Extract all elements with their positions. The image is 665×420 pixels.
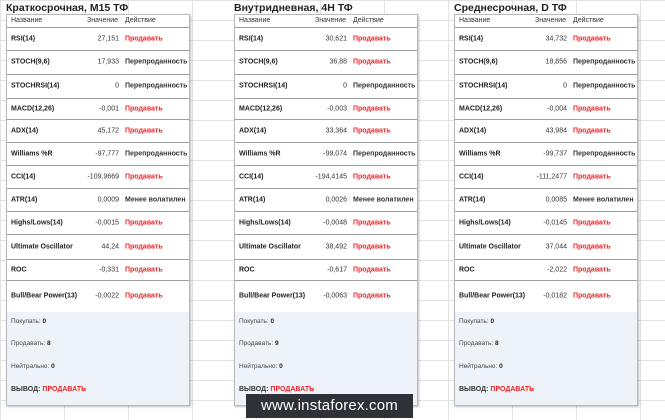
summary-neutral-label: Нейтрально:	[11, 363, 50, 370]
summary-buy	[239, 318, 274, 325]
indicator-value: 43,984	[545, 127, 567, 134]
indicator-action: Перепроданность	[573, 82, 636, 90]
indicator-action: Продавать	[353, 266, 391, 273]
indicator-action: Менее волатилен	[125, 196, 186, 203]
indicator-name: Bull/Bear Power(13)	[239, 292, 306, 300]
indicator-action: Продавать	[125, 243, 163, 250]
table-row	[235, 142, 417, 166]
indicator-value: 38,492	[325, 243, 347, 250]
indicator-value: -111,2477	[536, 173, 567, 180]
header-value: Значение	[535, 17, 567, 24]
summary-sell-count: 9	[275, 340, 279, 347]
summary-neutral-label: Нейтрально:	[459, 363, 498, 370]
indicator-value: -0,0145	[543, 219, 567, 226]
indicator-name: Highs/Lows(14)	[239, 219, 291, 226]
verdict-value: ПРОДАВАТЬ	[42, 386, 87, 393]
indicator-name: RSI(14)	[11, 35, 36, 42]
indicator-action: Продавать	[353, 173, 391, 180]
indicator-action: Перепроданность	[125, 82, 188, 90]
summary-neutral-count: 0	[499, 363, 503, 370]
indicator-name: CCI(14)	[459, 173, 484, 180]
indicator-name: RSI(14)	[239, 35, 264, 42]
summary-sell-label: Продавать:	[11, 340, 46, 347]
indicator-value: 44,24	[101, 243, 119, 250]
indicator-name: STOCH(9,6)	[239, 58, 278, 66]
header-name: Название	[11, 17, 43, 24]
summary-neutral-count: 0	[51, 363, 55, 370]
header-value: Значение	[315, 17, 347, 24]
indicator-value: -0,0015	[95, 219, 119, 226]
table-row	[7, 259, 189, 281]
indicator-action: Продавать	[573, 266, 611, 273]
indicator-name: ROC	[11, 266, 27, 273]
indicator-value: 0	[343, 82, 347, 90]
verdict-value: ПРОДАВАТЬ	[270, 386, 315, 393]
summary-block	[455, 312, 637, 405]
indicator-name: MACD(12,26)	[239, 105, 283, 112]
indicator-name: Highs/Lows(14)	[459, 219, 511, 226]
summary-sell	[239, 340, 279, 347]
indicator-name: Williams %R	[11, 150, 53, 157]
table-row	[235, 119, 417, 143]
summary-block	[235, 312, 417, 405]
indicator-name: CCI(14)	[239, 173, 264, 180]
indicator-name: Williams %R	[459, 150, 501, 157]
header-name: Название	[459, 17, 491, 24]
table-row	[7, 142, 189, 166]
indicator-name: ATR(14)	[239, 196, 266, 203]
indicator-value: -0,003	[327, 105, 347, 112]
verdict-value: ПРОДАВАТЬ	[490, 386, 535, 393]
indicator-name: Bull/Bear Power(13)	[11, 292, 78, 300]
header-action: Действие	[573, 17, 604, 24]
indicator-value: 37,044	[545, 243, 567, 250]
summary-buy	[459, 318, 494, 325]
indicator-name: STOCH(9,6)	[11, 58, 50, 66]
indicator-table	[234, 14, 418, 406]
table-row	[455, 165, 637, 189]
indicator-action: Продавать	[353, 219, 391, 226]
verdict-label: ВЫВОД:	[11, 386, 41, 393]
indicator-action: Перепроданность	[573, 58, 636, 66]
indicator-name: ROC	[239, 266, 255, 273]
indicator-value: -97,777	[95, 150, 119, 157]
indicator-action: Продавать	[353, 243, 391, 250]
indicator-action: Перепроданность	[125, 58, 188, 66]
summary-sell	[459, 340, 499, 347]
indicator-panel	[454, 0, 638, 404]
summary-buy-count: 0	[42, 318, 47, 325]
indicator-name: Williams %R	[239, 150, 281, 157]
table-row	[235, 234, 417, 260]
table-row	[455, 119, 637, 143]
summary-sell-count: 8	[47, 340, 51, 347]
indicator-value: 36,88	[329, 58, 347, 66]
summary-buy-label: Покупать:	[459, 318, 489, 325]
indicator-value: 45,172	[97, 127, 119, 134]
indicator-action: Продавать	[573, 219, 611, 226]
indicator-name: Ultimate Oscillator	[459, 243, 521, 250]
summary-sell-label: Продавать:	[459, 340, 494, 347]
indicator-name: ADX(14)	[459, 127, 487, 134]
indicator-value: -0,331	[99, 266, 119, 273]
table-row	[7, 188, 189, 212]
indicator-name: STOCHRSI(14)	[11, 82, 60, 90]
summary-neutral	[11, 363, 55, 370]
indicator-value: -0,0182	[543, 292, 567, 300]
indicator-name: CCI(14)	[11, 173, 36, 180]
header-name: Название	[239, 17, 271, 24]
indicator-action: Продавать	[353, 35, 391, 42]
table-row	[7, 280, 189, 313]
indicator-action: Продавать	[125, 266, 163, 273]
indicator-action: Менее волатилен	[573, 196, 634, 203]
table-row	[7, 211, 189, 235]
table-row	[455, 211, 637, 235]
indicator-value: 0	[115, 82, 119, 90]
indicator-name: ADX(14)	[239, 127, 267, 134]
table-row	[235, 211, 417, 235]
indicator-action: Продавать	[573, 35, 611, 42]
header-action: Действие	[125, 17, 156, 24]
indicator-action: Продавать	[573, 243, 611, 250]
indicator-action: Продавать	[353, 292, 391, 300]
indicator-table	[6, 14, 190, 406]
indicator-name: ADX(14)	[11, 127, 39, 134]
summary-sell-label: Продавать:	[239, 340, 274, 347]
indicator-value: 34,732	[545, 35, 567, 42]
table-row	[235, 50, 417, 75]
indicator-action: Перепроданность	[353, 150, 416, 157]
table-row	[7, 74, 189, 99]
table-row	[235, 280, 417, 313]
verdict	[459, 386, 534, 393]
indicator-value: 17,933	[97, 58, 119, 66]
indicator-action: Перепроданность	[573, 150, 636, 157]
indicator-action: Менее волатилен	[353, 196, 414, 203]
indicator-name: STOCHRSI(14)	[239, 82, 288, 90]
indicator-value: 0,0009	[97, 196, 119, 203]
indicator-value: -99,074	[323, 150, 347, 157]
header-value: Значение	[87, 17, 119, 24]
summary-buy-label: Покупать:	[11, 318, 41, 325]
verdict-label: ВЫВОД:	[239, 386, 269, 393]
table-row	[235, 188, 417, 212]
summary-block	[7, 312, 189, 405]
indicator-action: Перепроданность	[353, 82, 416, 90]
indicator-value: -0,0063	[323, 292, 347, 300]
watermark-banner: www.instaforex.com	[246, 394, 413, 418]
indicator-action: Продавать	[125, 127, 163, 134]
indicator-action: Продавать	[573, 127, 611, 134]
indicator-value: -194,4145	[315, 173, 347, 180]
indicator-name: Highs/Lows(14)	[11, 219, 63, 226]
table-row	[455, 98, 637, 120]
verdict	[239, 386, 314, 393]
indicator-value: 0	[563, 82, 567, 90]
table-row	[7, 119, 189, 143]
indicator-name: Ultimate Oscillator	[11, 243, 73, 250]
table-row	[455, 188, 637, 212]
summary-sell	[11, 340, 51, 347]
indicator-action: Продавать	[125, 173, 163, 180]
table-row	[455, 74, 637, 99]
indicator-value: -109,9669	[87, 173, 119, 180]
indicator-value: 33,364	[325, 127, 347, 134]
summary-buy-count: 0	[270, 318, 275, 325]
indicator-value: -2,022	[547, 266, 567, 273]
table-row	[455, 50, 637, 75]
indicator-value: -0,001	[99, 105, 119, 112]
table-row	[235, 259, 417, 281]
table-row	[455, 259, 637, 281]
table-row	[455, 27, 637, 51]
header-action: Действие	[353, 17, 384, 24]
table-row	[455, 142, 637, 166]
table-row	[235, 165, 417, 189]
indicator-value: 0,0026	[325, 196, 347, 203]
indicator-value: -0,0048	[323, 219, 347, 226]
panel-title: Среднесрочная, D ТФ	[454, 2, 567, 14]
indicator-action: Продавать	[573, 292, 611, 300]
indicator-name: STOCHRSI(14)	[459, 82, 508, 90]
panel-title: Внутридневная, 4H ТФ	[234, 2, 353, 14]
table-row	[455, 280, 637, 313]
indicator-value: -0,004	[547, 105, 567, 112]
table-row	[7, 98, 189, 120]
verdict	[11, 386, 86, 393]
summary-buy-count: 0	[490, 318, 495, 325]
indicator-action: Продавать	[353, 58, 391, 66]
indicator-panel	[234, 0, 418, 404]
indicator-action: Продавать	[353, 127, 391, 134]
summary-neutral-count: 0	[279, 363, 283, 370]
summary-buy	[11, 318, 46, 325]
indicator-action: Продавать	[125, 105, 163, 112]
indicator-name: Ultimate Oscillator	[239, 243, 301, 250]
indicator-value: -0,617	[327, 266, 347, 273]
summary-neutral	[459, 363, 503, 370]
indicator-value: 27,151	[97, 35, 119, 42]
table-row	[235, 98, 417, 120]
summary-neutral	[239, 363, 283, 370]
indicator-action: Перепроданность	[125, 150, 188, 157]
indicator-value: 18,856	[545, 58, 567, 66]
indicator-name: STOCH(9,6)	[459, 58, 498, 66]
table-row	[7, 234, 189, 260]
indicator-value: 30,621	[325, 35, 347, 42]
indicator-name: ATR(14)	[11, 196, 38, 203]
indicator-name: ROC	[459, 266, 475, 273]
table-row	[235, 74, 417, 99]
indicator-name: Bull/Bear Power(13)	[459, 292, 526, 300]
indicator-name: MACD(12,26)	[11, 105, 55, 112]
table-row	[455, 234, 637, 260]
indicator-action: Продавать	[353, 105, 391, 112]
summary-sell-count: 8	[495, 340, 499, 347]
panel-title: Краткосрочная, M15 ТФ	[6, 2, 129, 14]
indicator-action: Продавать	[125, 292, 163, 300]
table-row	[7, 27, 189, 51]
verdict-label: ВЫВОД:	[459, 386, 489, 393]
indicator-value: -99,737	[543, 150, 567, 157]
indicator-value: 0,0085	[545, 196, 567, 203]
indicator-action: Продавать	[573, 105, 611, 112]
indicator-name: MACD(12,26)	[459, 105, 503, 112]
indicator-table	[454, 14, 638, 406]
indicator-panel	[6, 0, 190, 404]
summary-buy-label: Покупать:	[239, 318, 269, 325]
table-row	[235, 27, 417, 51]
indicator-action: Продавать	[125, 35, 163, 42]
summary-neutral-label: Нейтрально:	[239, 363, 278, 370]
indicator-action: Продавать	[125, 219, 163, 226]
indicator-name: RSI(14)	[459, 35, 484, 42]
table-row	[7, 50, 189, 75]
table-row	[7, 165, 189, 189]
indicator-name: ATR(14)	[459, 196, 486, 203]
indicator-value: -0,0022	[95, 292, 119, 300]
indicator-action: Продавать	[573, 173, 611, 180]
